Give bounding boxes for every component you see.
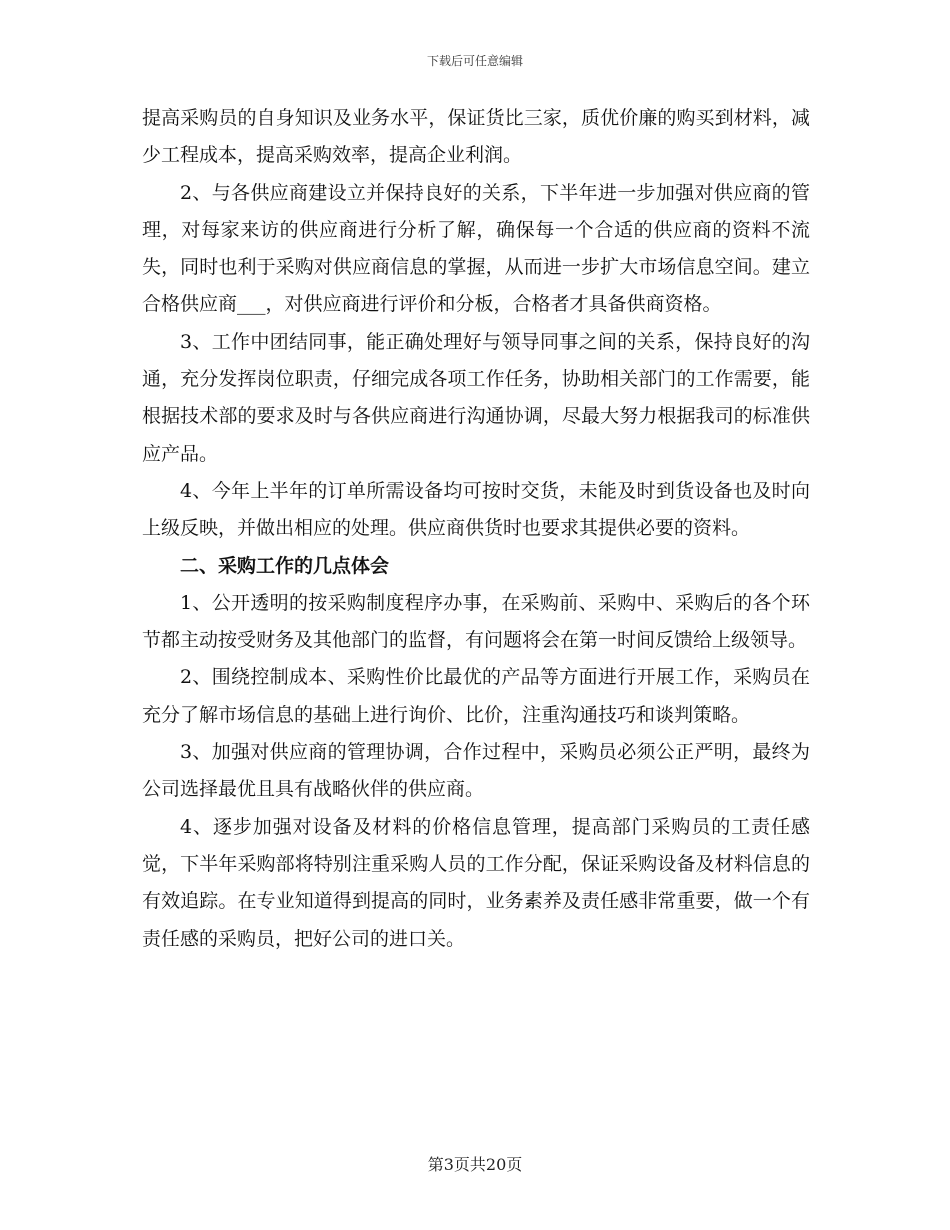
paragraph-item-4: 4、今年上半年的订单所需设备均可按时交货，未能及时到货设备也及时向上级反映，并做出相应的处理。供应商供货时也要求其提供必要的资料。 xyxy=(142,479,810,540)
paragraph-continuation: 提高采购员的自身知识及业务水平，保证货比三家，质优价廉的购买到材料，减少工程成本，提高采购效率，提高企业利润。 xyxy=(142,107,810,167)
page-footer: 第3页共20页 xyxy=(427,1155,523,1174)
page-header: 下载后可任意编辑 xyxy=(426,54,523,68)
paragraph-item-2: 2、与各供应商建设立并保持良好的关系，下半年进一步加强对供应商的管理，对每家来访的供应商进行分析了解，确保每一个合适的供应商的资料不流失，同时也利于采购对供应商信息的掌握，从而进一步扩大市场信息空间。建立合格供应商___，对供应商进行评价和分板，合格者才具备供商资格。 xyxy=(142,181,810,316)
paragraph-insight-4: 4、逐步加强对设备及材料的价格信息管理，提高部门采购员的工责任感觉，下半年采购部将特别注重采购人员的工作分配，保证采购设备及材料信息的有效追踪。在专业知道得到提高的同时，业务素养及责任感非常重要，做一个有责任感的采购员，把好公司的进口关。 xyxy=(142,815,810,950)
paragraph-item-3: 3、工作中团结同事，能正确处理好与领导同事之间的关系，保持良好的沟通，充分发挥岗位职责，仔细完成各项工作任务，协助相关部门的工作需要，能根据技术部的要求及时与各供应商进行沟通协调，尽最大努力根据我司的标准供应产品。 xyxy=(142,330,810,465)
paragraph-insight-3: 3、加强对供应商的管理协调，合作过程中，采购员必须公正严明，最终为公司选择最优且具有战略伙伴的供应商。 xyxy=(142,741,810,801)
paragraph-insight-1: 1、公开透明的按采购制度程序办事，在采购前、采购中、采购后的各个环节都主动按受财务及其他部门的监督，有问题将会在第一时间反馈给上级领导。 xyxy=(142,591,810,652)
document-body xyxy=(142,100,810,958)
paragraph-insight-2: 2、围绕控制成本、采购性价比最优的产品等方面进行开展工作，采购员在充分了解市场信息的基础上进行询价、比价，注重沟通技巧和谈判策略。 xyxy=(142,666,810,726)
section-heading: 二、采购工作的几点体会 xyxy=(180,554,390,577)
